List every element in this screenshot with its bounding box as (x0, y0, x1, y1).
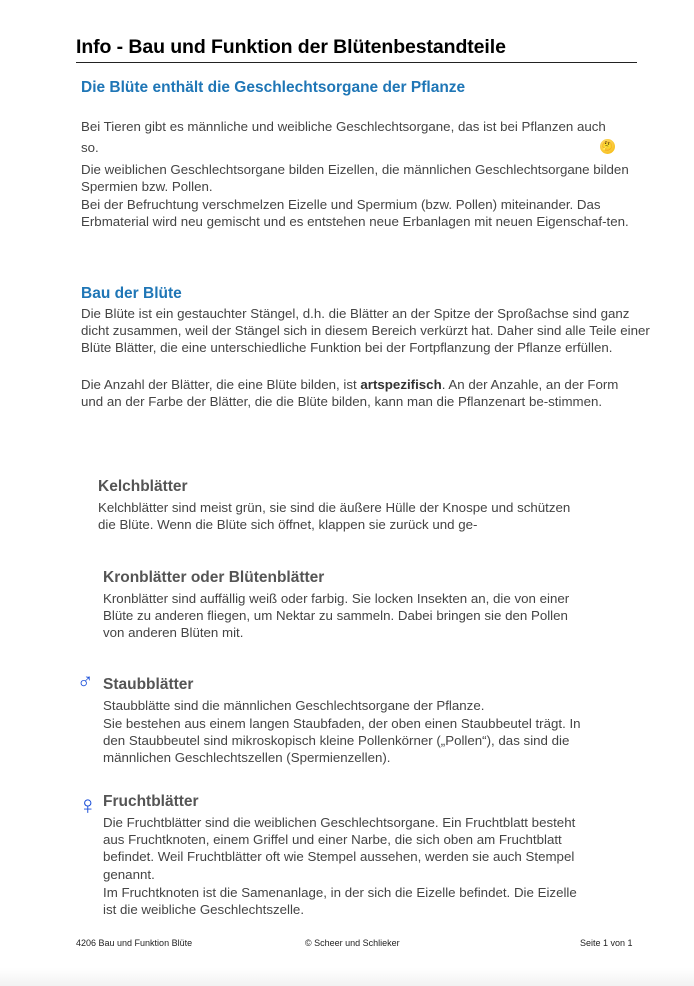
footer-document-id: 4206 Bau und Funktion Blüte (76, 938, 193, 948)
kronblaetter-heading: Kronblätter oder Blütenblätter (103, 569, 325, 586)
fruchtblaetter-eizelle-text: Im Fruchtknoten ist die Samenanlage, in der sich die Eizelle befindet. Die Eizelle ist die weibliche Geschlechtszelle. (103, 885, 577, 918)
fruchtblaetter-heading: Fruchtblätter (103, 793, 199, 810)
male-symbol-icon: ♂ (77, 668, 94, 693)
paragraph-geschlechtsorgane: Die weiblichen Geschlechtsorgane bilden Eizellen, die männlichen Geschlechtsorgane bilden Spermien bzw. Pollen. (81, 162, 629, 195)
kronblaetter-text: Kronblätter sind auffällig weiß oder farbig. Sie locken Insekten an, die von einer Blüte zu anderen fliegen, um Nektar zu sammeln. Dabei bringen sie den Pollen von anderen Blüten mit. (103, 591, 570, 641)
footer-page-number: Seite 1 von 1 (580, 938, 633, 948)
section-heading-bau: Bau der Blüte (81, 285, 182, 302)
staubblaetter-text-line1: Staubblätte sind die männlichen Geschlechtsorgane der Pflanze. (103, 698, 485, 713)
staubblaetter-text: Sie bestehen aus einem langen Staubfaden, der oben einen Staubbeutel trägt. In den Staubbeutel sind mikroskopisch kleine Pollenkörner („Pollen“), das sind die männlichen Geschlechtszellen (Spermienzellen). (103, 716, 581, 766)
paragraph-befruchtung: Bei der Befruchtung verschmelzen Eizelle und Spermium (bzw. Pollen) miteinander. Das Erbmaterial wird neu gemischt und es entstehen neue Erbanlagen mit neuen Eigenschaf-ten. (81, 197, 629, 230)
kelchblaetter-text: Kelchblätter sind meist grün, sie sind die äußere Hülle der Knospe und schützen die Blüte. Wenn die Blüte sich öffnet, klappen sie zurück und ge- (98, 500, 571, 533)
footer-copyright: © Scheer und Schlieker (305, 938, 400, 948)
paragraph-bau-anzahl: Die Anzahl der Blätter, die eine Blüte bilden, ist artspezifisch. An der Anzahle, an der Form und an der Farbe der Blätter, die die Blüte bilden, kann man die Pflanzenart be-stimmen. (81, 377, 619, 410)
fruchtblaetter-text: Die Fruchtblätter sind die weiblichen Geschlechtsorgane. Ein Fruchtblatt besteht aus Fruchtknoten, einem Griffel und einer Narbe, die sich oben am Fruchtblatt befindet. Weil Fruchtblätter oft wie Stempel aussehen, werden sie auch Stempel genannt. (103, 815, 576, 882)
thinking-face-icon: 🤔 (600, 139, 615, 154)
staubblaetter-heading: Staubblätter (103, 676, 194, 693)
paragraph-bau-stengel: Die Blüte ist ein gestauchter Stängel, d.h. die Blätter an der Spitze der Sproßachse sind ganz dicht zusammen, weil der Stängel sich in diesem Bereich verkürzt hat. Daher sind alle Teile einer Blüte Blätter, die eine unterschiedliche Funktion bei der Fortpflanzung der Pflanze erfüllen. (81, 306, 650, 356)
section-heading-geschlechtsorgane: Die Blüte enthält die Geschlechtsorgane der Pflanze (81, 79, 466, 96)
page-bottom-shade (0, 968, 694, 986)
paragraph-intro-line2: so. (81, 140, 99, 155)
title-divider (76, 62, 637, 63)
female-symbol-icon: ♀ (78, 790, 98, 820)
paragraph-intro-line1: Bei Tieren gibt es männliche und weibliche Geschlechtsorgane, das ist bei Pflanzen auch (81, 119, 606, 134)
keyword-artspezifisch: artspezifisch (360, 377, 442, 392)
page-title: Info - Bau und Funktion der Blütenbestandteile (76, 36, 506, 58)
kelchblaetter-heading: Kelchblätter (98, 478, 188, 495)
